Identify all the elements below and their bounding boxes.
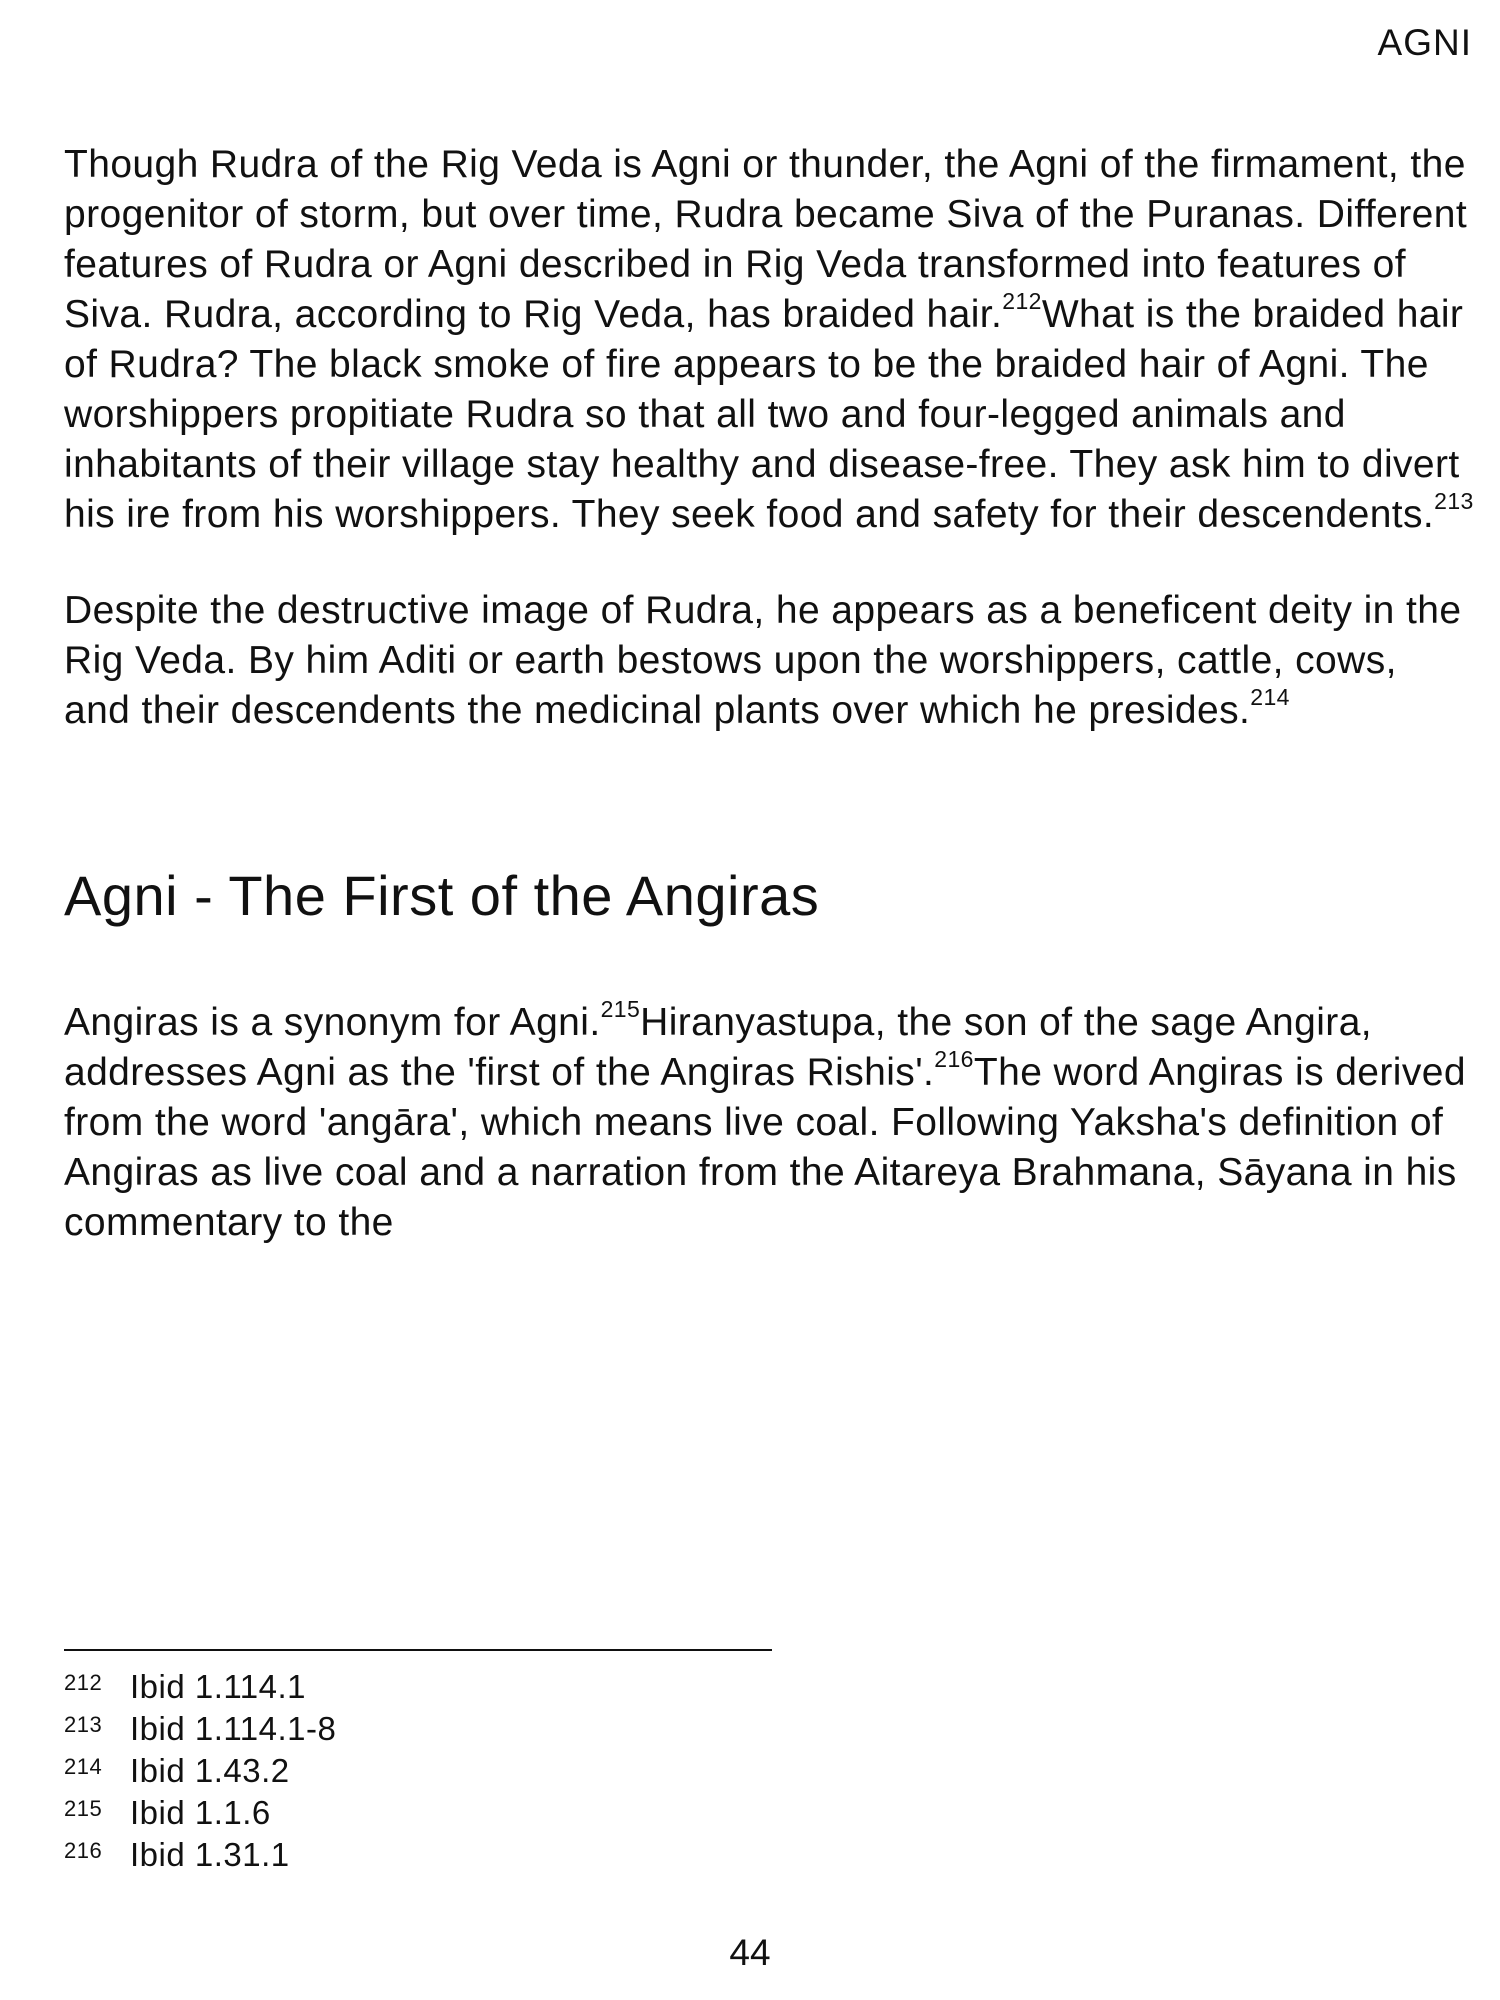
- footnote-number: 214: [64, 1754, 103, 1779]
- footnote-ref-215[interactable]: 215: [600, 996, 641, 1022]
- footnote-item: [64, 1668, 336, 1710]
- footnote-text: Ibid 1.1.6: [130, 1794, 271, 1831]
- footnote-item: [64, 1836, 336, 1878]
- footnote-ref-216[interactable]: 216: [934, 1046, 974, 1072]
- paragraph-beneficent-deity: [64, 586, 1474, 736]
- footnote-number: 212: [64, 1670, 103, 1695]
- footnote-item: [64, 1752, 336, 1794]
- footnote-text: Ibid 1.114.1: [130, 1668, 307, 1705]
- footnote-item: [64, 1794, 336, 1836]
- footnotes: [64, 1668, 336, 1878]
- paragraph-text: Hiranyastupa, the son of the sage Angira, addresses Agni as the 'first of the Angiras Rishis'.: [64, 1001, 1373, 1094]
- page-number: 44: [729, 1932, 771, 1973]
- footnote-text: Ibid 1.114.1-8: [130, 1710, 337, 1747]
- paragraph-text: Angiras is a synonym for Agni.: [64, 1001, 601, 1044]
- footnote-number: 213: [64, 1712, 103, 1737]
- footnote-number: 216: [64, 1838, 103, 1863]
- footnote-item: [64, 1710, 336, 1752]
- paragraph-rudra-siva: [64, 140, 1474, 540]
- footnote-text: Ibid 1.43.2: [130, 1752, 290, 1789]
- page-body: [64, 140, 1474, 1248]
- running-head: AGNI: [1377, 22, 1472, 63]
- paragraph-text: The word Angiras is derived from the word 'angāra', which means live coal. Following Yaksha's definition of Angiras as live coal and a narration from the Aitareya Brahmana, Sāyana in his commentary to the: [64, 1051, 1466, 1244]
- footnote-number: 215: [64, 1796, 103, 1821]
- footnote-ref-214[interactable]: 214: [1250, 684, 1290, 710]
- footnote-ref-213[interactable]: 213: [1434, 488, 1474, 514]
- paragraph-angiras: [64, 998, 1474, 1248]
- footnote-divider: [64, 1649, 772, 1651]
- section-heading: Agni - The First of the Angiras: [64, 864, 820, 927]
- footnote-ref-212[interactable]: 212: [1002, 288, 1042, 314]
- footnote-text: Ibid 1.31.1: [130, 1836, 290, 1873]
- paragraph-text: Despite the destructive image of Rudra, he appears as a beneficent deity in the Rig Veda. By him Aditi or earth bestows upon the worshippers, cattle, cows, and their descendents the medicinal plants over which he presides.: [64, 589, 1462, 732]
- paragraph-text: What is the braided hair of Rudra? The black smoke of fire appears to be the braided hair of Agni. The worshippers propitiate Rudra so that all two and four-legged animals and inhabitants of their village stay healthy and disease-free. They ask him to divert his ire from his worshippers. They seek food and safety for their descendents.: [64, 293, 1464, 536]
- paragraph-text: Though Rudra of the Rig Veda is Agni or thunder, the Agni of the firmament, the progenitor of storm, but over time, Rudra became Siva of the Puranas. Different features of Rudra or Agni described in Rig Veda transformed into features of Siva. Rudra, according to Rig Veda, has braided hair.: [64, 143, 1468, 336]
